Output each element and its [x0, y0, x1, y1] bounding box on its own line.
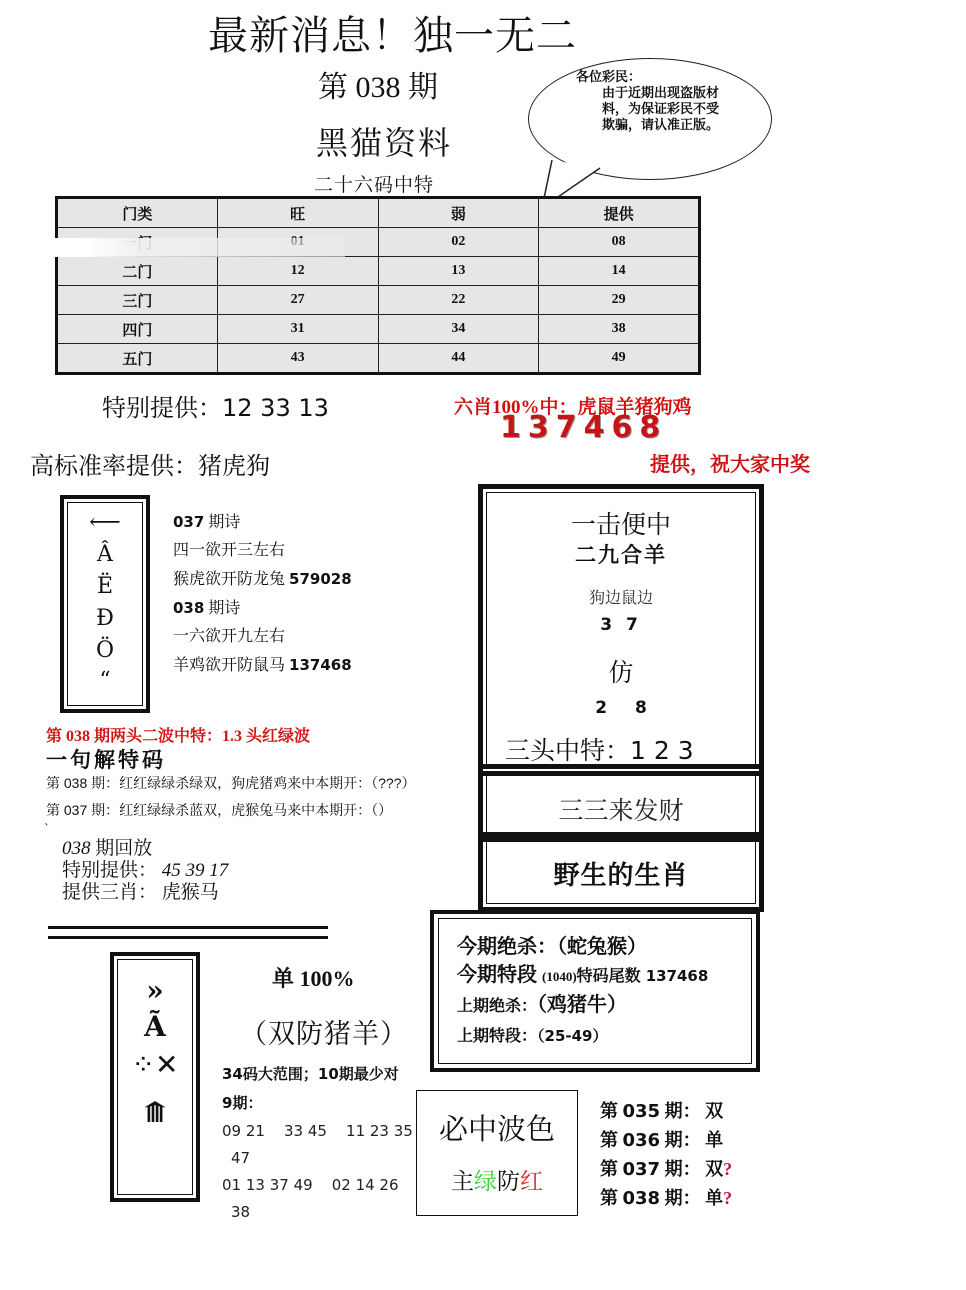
special-offer: [102, 388, 329, 423]
table-row: [57, 286, 700, 315]
table-cell: 22: [378, 286, 539, 315]
glyph-icon: ⟵: [89, 510, 121, 535]
table-cell: 二门: [57, 257, 218, 286]
wave-color-title: 必中波色: [438, 1112, 555, 1146]
parity-item: 第 038 期： 单?: [600, 1188, 733, 1209]
glyph-box: [110, 952, 200, 1202]
hit-subtitle: 二九合羊: [575, 543, 667, 567]
table-header: 旺: [217, 198, 378, 228]
parity-item: 第 037 期： 双?: [600, 1159, 733, 1180]
hit-numbers-a: 3 7: [600, 615, 642, 635]
range-number-line: 38: [231, 1203, 251, 1221]
kill-line: 今期绝杀：（蛇兔猴）: [457, 936, 647, 958]
table-header: 弱: [378, 198, 539, 228]
table-cell: 12: [217, 257, 378, 286]
high-standard-zodiacs: 猪虎狗: [198, 452, 270, 480]
sentence-line: 第 038 期：红红绿绿杀绿双，狗虎猪鸡来中本期开：（???）: [46, 775, 416, 791]
stray-mark: `: [44, 822, 50, 836]
gate-table: [55, 196, 701, 375]
poem-line: 四一欲开三左右: [173, 542, 286, 559]
fortune-box: [478, 764, 764, 842]
hit-numbers-b: 2 8: [595, 698, 647, 718]
parity-item: 第 035 期： 双: [600, 1101, 724, 1122]
issue-number: 第 038 期: [318, 71, 438, 104]
table-cell: 五门: [57, 344, 218, 374]
range-number-line: 09 21 33 45 11 23 35: [222, 1122, 413, 1140]
wild-text: 野生的生肖: [553, 861, 689, 890]
glyph-box: [60, 495, 150, 713]
glyph-icon: Â: [97, 542, 113, 567]
one-sentence-title: 一句解特码: [46, 748, 166, 772]
two-head-wave: 第 038 期两头二波中特：1.3 头红绿波: [46, 728, 311, 745]
notice-text: [576, 70, 726, 134]
table-header: 门类: [57, 198, 218, 228]
hit-hint: 狗边鼠边: [588, 590, 653, 607]
table-header: 提供: [539, 198, 700, 228]
poem-line: 羊鸡欲开防鼠马 137468: [173, 656, 352, 674]
replay-special: 特别提供： 45 39 17: [62, 860, 229, 881]
special-offer-numbers: 12 33 13: [222, 394, 329, 422]
table-cell: 31: [217, 315, 378, 344]
single-100: 单 100%: [272, 966, 355, 991]
table-cell: 34: [378, 315, 539, 344]
glyph-icon: Ð: [96, 606, 114, 631]
double-guard: （双防猪羊）: [240, 1019, 408, 1049]
kill-line: 上期绝杀：（鸡猪牛）: [457, 994, 628, 1016]
glyph-icon: Ö: [95, 638, 115, 663]
table-cell: 44: [378, 344, 539, 374]
table-cell: 14: [539, 257, 700, 286]
special-offer-label: 特别提供：: [102, 394, 222, 422]
parity-list: [600, 1097, 732, 1213]
replay-block: [62, 838, 228, 904]
table-cell: 08: [539, 228, 700, 257]
range-number-line: 47: [231, 1149, 251, 1167]
poem-line: 一六欲开九左右: [173, 628, 286, 645]
table-cell: 49: [539, 344, 700, 374]
glyph-icon: “: [99, 668, 111, 693]
six-zodiac-numbers: 137468: [500, 410, 668, 445]
kill-box: [430, 910, 760, 1072]
table-row: [57, 315, 700, 344]
range-number-line: 01 13 37 49 02 14 26: [222, 1176, 399, 1194]
table-row: [57, 344, 700, 374]
brand-title: 黑猫资料: [316, 125, 453, 161]
poem-title: 037 期诗: [173, 513, 241, 531]
table-cell: 29: [539, 286, 700, 315]
headline: 最新消息！独一无二: [208, 13, 577, 58]
table-cell: 三门: [57, 286, 218, 315]
glyph-icon: »: [146, 974, 164, 1007]
kill-line: 今期特段 (1040)特码尾数 137468: [457, 964, 709, 986]
table-header-row: [57, 198, 700, 228]
parity-item: 第 036 期： 单: [600, 1130, 724, 1151]
kill-line: 上期特段：（25-49）: [457, 1027, 608, 1045]
wish-text: 提供，祝大家中奖: [650, 454, 810, 476]
glyph-box-inner: [67, 502, 143, 706]
wave-color-box: [416, 1090, 578, 1216]
table-cell: 43: [217, 344, 378, 374]
range-numbers: [222, 1118, 413, 1226]
glyph-icon: Ë: [96, 574, 114, 599]
replay-title: 038 期回放: [62, 838, 153, 859]
poem-line: 猴虎欲开防龙兔 579028: [173, 570, 352, 588]
six-zodiac-list: 虎鼠羊猪狗鸡: [577, 397, 692, 418]
fortune-text: 三三来发财: [558, 796, 684, 825]
table-cell: 38: [539, 315, 700, 344]
table-cell: 四门: [57, 315, 218, 344]
notice-body: 由于近期出现盗版材料，为保证彩民不受欺骗，请认准正版。: [602, 86, 720, 133]
table-cell: 02: [378, 228, 539, 257]
wave-color-sub: 主绿防红: [451, 1169, 543, 1195]
double-divider: [48, 926, 328, 939]
high-standard-label: 高标准率提供：: [30, 452, 198, 480]
hit-box: [478, 484, 764, 776]
three-head: 三头中特：1 2 3: [505, 736, 694, 765]
glyph-icon: ⁘✕: [131, 1048, 179, 1081]
poem-title: 038 期诗: [173, 599, 241, 617]
table-cell: 27: [217, 286, 378, 315]
range-text: 34码大范围；10期最少对 9期：: [222, 1065, 399, 1112]
six-zodiac-label: 六肖100%中：: [454, 397, 578, 418]
notice-greeting: 各位彩民：: [576, 70, 642, 85]
sentence-line: 第 037 期：红红绿绿杀蓝双，虎猴兔马来中本期开：（）: [46, 802, 393, 818]
high-standard: [30, 446, 270, 481]
replay-three: 提供三肖： 虎猴马: [62, 882, 219, 903]
poems: [173, 508, 352, 680]
subtitle: 二十六码中特: [314, 175, 435, 196]
table-row: [57, 257, 700, 286]
glyph-icon: Ã: [144, 1010, 166, 1043]
overlay-strip: [55, 238, 345, 257]
hit-title: 一击便中: [570, 512, 671, 539]
hit-fang: 仿: [608, 660, 634, 687]
table-cell: 13: [378, 257, 539, 286]
glyph-icon: ⟰: [143, 1096, 167, 1129]
wild-box: [478, 832, 764, 912]
